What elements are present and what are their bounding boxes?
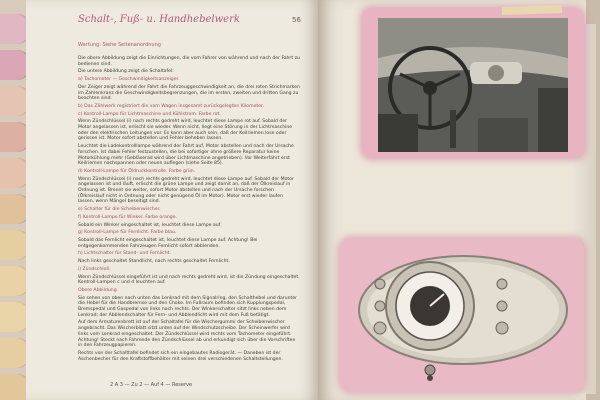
paragraph: Die untere Abbildung zeigt die Schaltafel: xyxy=(78,69,174,75)
page-number: 56 xyxy=(292,16,301,24)
page-title: Schalt-, Fuß- u. Handhebelwerk xyxy=(78,14,240,25)
body-text xyxy=(78,56,300,364)
paragraph: Wenn Zündschlüssel (i) nach rechts gedreht wird, leuchtet diese Lampe rot auf. Sobald der Motor angelassen ist, erlischt sie wieder. Wenn nicht, liegt eine Störung in der Lichtmaschine oder den elektrischen Leitungen vor. Es kann aber auch sein, daß der Keilriemen lose oder gerissen ist. Motor sofort abstellen und Fehler beheben lassen. xyxy=(78,119,293,142)
dashboard-photo xyxy=(378,18,568,152)
section-heading: a) Tachometer — Geschwindigkeitsanzeiger. xyxy=(78,77,180,83)
section-heading: g) Kontroll-Lampe für Fernlicht. Farbe blau. xyxy=(78,230,177,236)
section-heading: c) Kontroll-Lampe für Lichtmaschine und Kühlstrom. Farbe rot. xyxy=(78,111,221,117)
section-heading: b) Das Zählwerk registriert die vom Wagen insgesamt zurückgelegten Kilometer. xyxy=(78,103,264,109)
instrument-panel-photo xyxy=(354,250,572,382)
page-subtitle: Wartung: Siehe Seitenanordnung xyxy=(78,42,161,48)
section-heading: e) Schalter für die Scheibenwischer. xyxy=(78,207,161,213)
section-heading: Obere Abbildung xyxy=(78,287,117,293)
paragraph: Die obere Abbildung zeigt die Einrichtungen, die vom Fahrer von während und nach der Fahrt zu bedienen sind. xyxy=(78,56,300,67)
paragraph: Wenn Zündschlüssel (i) nach rechts gedreht wird, leuchtet diese Lampe auf. Sobald der Motor angelassen ist und läuft, erlischt die grüne Lampe und zeigt damit an, daß der Ölkreislauf in Ordnung ist. Brennt sie weiter, sofort Motor abstellen und nach der Ursache forschen (Ölkreislauf nicht in Ordnung oder nicht genügend Öl im Motor). Motor erst wieder laufen lassen, wenn Mängel beseitigt sind. xyxy=(78,176,294,205)
paragraph: Leuchtet die Ladekontrolllampe während der Fahrt auf, Motor abstellen und nach der Ursache forschen. Ist dabei Fehler festzustellen, die bei sofortiger ohne größere Reparatur keine Motorkühlung mehr (Gebläserad wird über Lichtmaschine angetrieben). Vor Weiterfahrt erst Keilriemen nachspannen oder neuen auflegen (siehe Seite 85). xyxy=(78,144,294,167)
paragraph: Auf dem Armaturenbrett ist auf der Schaltafel für die Wischergummi der Scheibenwischer angebracht. Das Wischerblatt sitzt unten auf der Windschutzscheibe. Der Scheinwerfer wird links vom Lenkrad eingeschaltet. Der Zündschlüssel wird rechts vom Tachometer eingeführt. Achtung! Steckt nach Fahrende den Zündschlüssel ab und erkundigt sich über die Vorschriften in den Fahrzeugpapieren. xyxy=(78,320,296,349)
section-heading: f) Kontroll-Lampe für Winker. Farbe orange. xyxy=(78,214,178,220)
section-heading: d) Kontroll-Lampe für Öldruckkontrolle. Farbe grün. xyxy=(78,168,196,174)
instrument-panel-image xyxy=(354,250,572,382)
paragraph: Rechts von der Schalttafel befindet sich ein eingebautes Radiogerät. — Daneben ist der Aschenbecher für den Kraftstoffbehälter mit seinen drei verschiedenen Schaltstellungen. xyxy=(78,350,283,362)
paragraph: Der Zeiger zeigt während der Fahrt die Fahrzeuggeschwindigkeit an, die drei roten Strichmarken im Zahlenkranz die Geschwindigkeitsbegrenzungen, die im ersten, zweiten und dritten Gang zu beachten sind. xyxy=(78,84,300,102)
paragraph: Sie sehen von oben nach unten das Lenkrad mit dem Signalring, den Schalthebel und darunter die Hebel für die Handbremse und den Choke. Im Fußraum befinden sich Kupplungspedal, Bremspedal und Gaspedal von links nach rechts. Der Winkerschalter sitzt links neben dem Lenkrad; der Abblendschalter für Fern- und Abblendlicht wird mit dem Fuß betätigt. xyxy=(78,295,298,318)
section-heading: h) Lichtschalter für Stand- und Fernlicht. xyxy=(78,251,171,257)
dashboard-interior-image xyxy=(378,18,568,152)
paragraph: Wenn Zündschlüssel eingeführt ist und nach rechts gedreht wird, ist die Zündung eingeschaltet. Kontroll-Lampen c und d leuchten auf. xyxy=(78,274,300,286)
section-heading: i) Zündschloß. xyxy=(78,266,111,272)
paragraph: Nach links geschaltet Standlicht, nach rechts geschaltet Fernlicht. xyxy=(78,259,230,265)
paragraph: Sobald das Fernlicht eingeschaltet ist, leuchtet diese Lampe auf. Achtung! Bei entgegenkommenden Fahrzeugen Fernlicht sofort abblenden. xyxy=(78,237,258,249)
paragraph: Sobald ein Winker eingeschaltet ist, leuchtet diese Lampe auf. xyxy=(78,222,222,228)
footer-legend: 2 A 3 — Zu 2 — Auf 4 — Reserve xyxy=(110,382,193,388)
